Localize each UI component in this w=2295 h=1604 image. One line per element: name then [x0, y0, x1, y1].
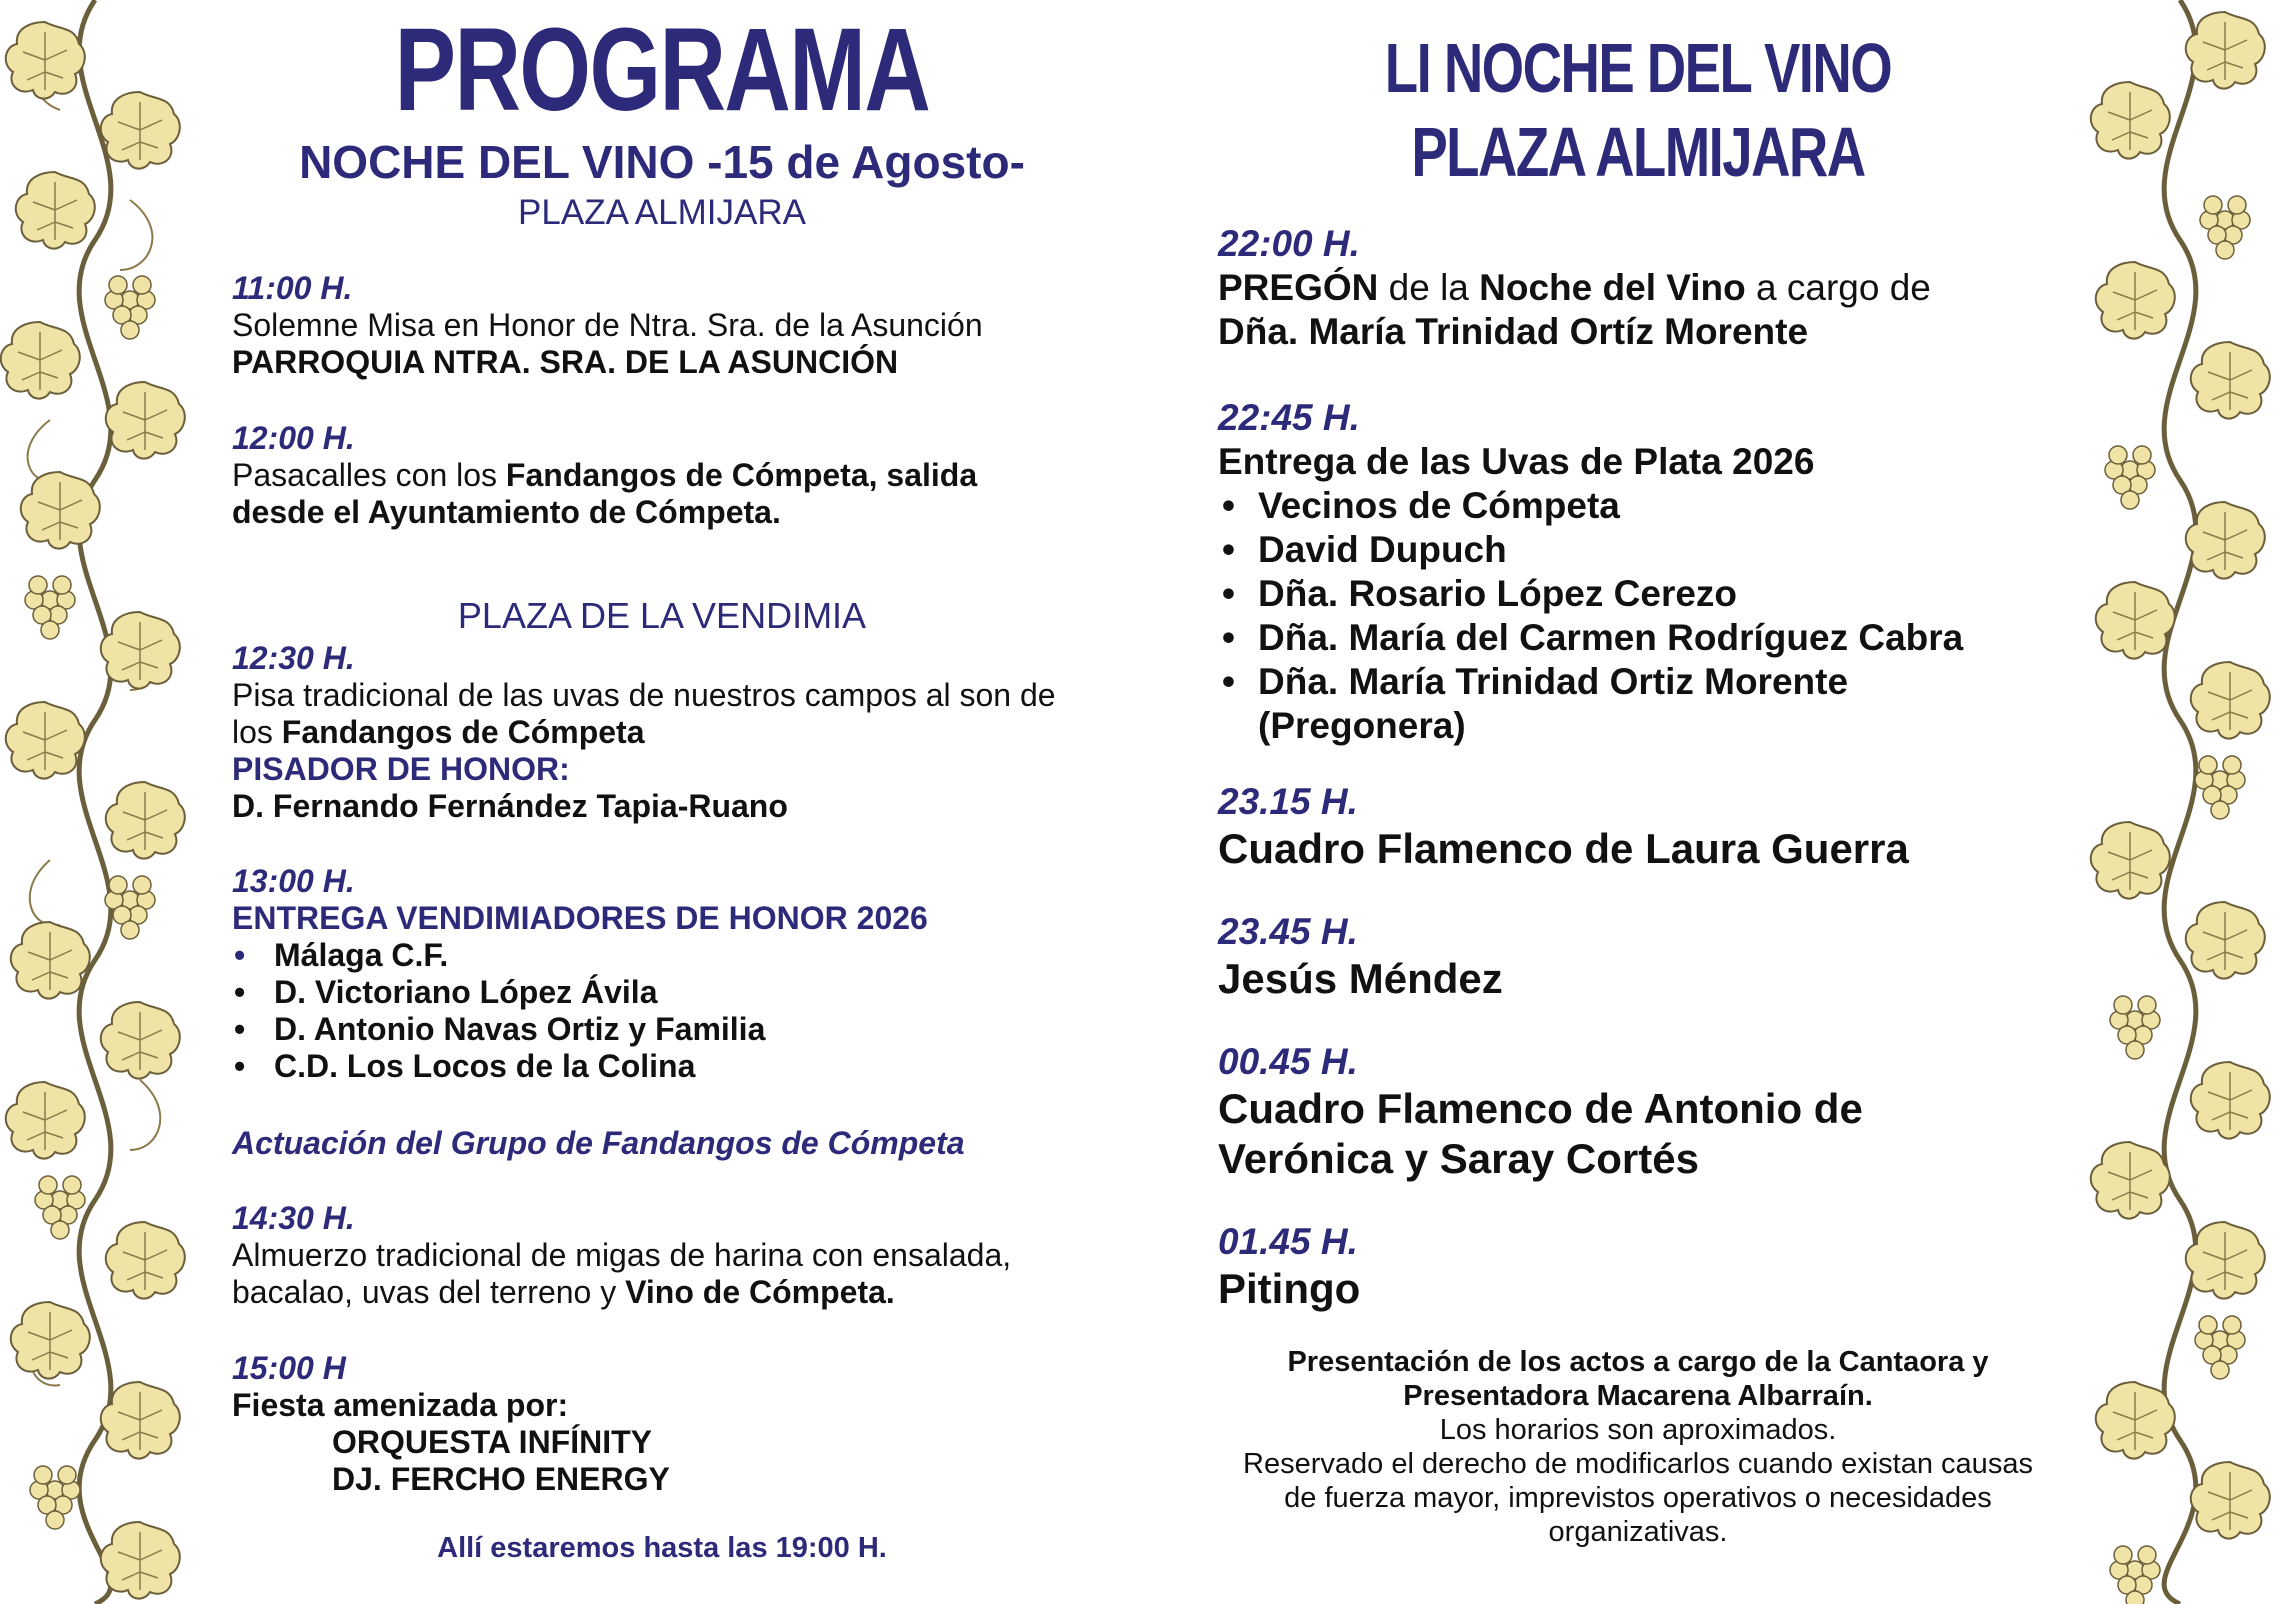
footer-notes — [1218, 1345, 2058, 1549]
event-1100 — [232, 270, 1132, 381]
event-time: 23.45 H. — [1218, 911, 1358, 952]
disclaimer-line: organizativas. — [1548, 1516, 1728, 1548]
honor-label: PISADOR DE HONOR: — [232, 751, 570, 787]
band-name: ORQUESTA INFÍNITY — [332, 1424, 652, 1460]
disclaimer-line: Los horarios son aproximados. — [1439, 1414, 1837, 1446]
disclaimer-line: de fuerza mayor, imprevistos operativos o necesidades — [1284, 1482, 1992, 1514]
event-0045 — [1218, 1040, 2118, 1184]
event-1300 — [232, 863, 1132, 1085]
event-time: 12:00 H. — [232, 420, 355, 456]
event-description: Fiesta amenizada por: — [232, 1387, 569, 1423]
event-1230 — [232, 640, 1132, 825]
event-time: 15:00 H — [232, 1350, 346, 1386]
text-plain: a cargo de — [1745, 267, 1931, 308]
event-time: 12:30 H. — [232, 640, 355, 676]
presenter-note-cont: Presentadora Macarena Albarraín. — [1403, 1380, 1873, 1412]
list-item-note: (Pregonera) — [1258, 705, 1466, 746]
event-1430 — [232, 1200, 1132, 1311]
event-time: 23.15 H. — [1218, 781, 1358, 822]
performer: Cuadro Flamenco de Antonio de — [1218, 1085, 1863, 1132]
performer: Pitingo — [1218, 1265, 1361, 1312]
event-2245 — [1218, 396, 2118, 748]
list-item: • Vecinos de Cómpeta — [1218, 484, 2118, 528]
closing-note: Allí estaremos hasta las 19:00 H. — [437, 1532, 887, 1564]
list-item: • David Dupuch — [1218, 528, 2118, 572]
grapevine-border-left-icon — [0, 0, 190, 1604]
event-subtitle: NOCHE DEL VINO -15 de Agosto- — [299, 136, 1025, 188]
event-description — [1218, 266, 2118, 310]
performer: Cuadro Flamenco de Laura Guerra — [1218, 825, 1909, 872]
honorees-list — [232, 937, 1132, 1085]
event-1500 — [232, 1350, 1132, 1498]
list-item: • D. Victoriano López Ávila — [232, 974, 1132, 1011]
event-description — [232, 457, 1132, 494]
list-item: • Málaga C.F. — [232, 937, 1132, 974]
event-0145 — [1218, 1220, 2118, 1314]
right-venue-title: PLAZA ALMIJARA — [1411, 113, 1865, 191]
event-description-cont: desde el Ayuntamiento de Cómpeta. — [232, 494, 781, 530]
text-bold: Vino de Cómpeta. — [625, 1274, 895, 1310]
event-2200 — [1218, 222, 2118, 354]
event-time: 00.45 H. — [1218, 1041, 1358, 1082]
text-plain: bacalao, uvas del terreno y — [232, 1274, 626, 1310]
list-item: • Dña. María Trinidad Ortiz Morente — [1218, 660, 2118, 704]
honor-label: ENTREGA VENDIMIADORES DE HONOR 2026 — [232, 900, 928, 936]
performance-note: Actuación del Grupo de Fandangos de Cómpeta — [232, 1125, 965, 1161]
text-plain: Pasacalles con los — [232, 457, 506, 493]
list-item: • D. Antonio Navas Ortiz y Familia — [232, 1011, 1132, 1048]
event-time: 14:30 H. — [232, 1200, 355, 1236]
event-1200 — [232, 420, 1132, 531]
event-2315 — [1218, 780, 2118, 874]
event-location: PARROQUIA NTRA. SRA. DE LA ASUNCIÓN — [232, 344, 899, 380]
text-bold: Fandangos de Cómpeta — [281, 714, 645, 750]
awardees-list — [1218, 484, 2118, 704]
text-bold: PREGÓN — [1218, 267, 1379, 308]
text-bold: Noche del Vino — [1479, 267, 1746, 308]
text-bold: Fandangos de Cómpeta, salida — [505, 457, 978, 493]
event-description: Entrega de las Uvas de Plata 2026 — [1218, 441, 1815, 482]
band-name: DJ. FERCHO ENERGY — [332, 1461, 670, 1497]
event-time: 22:00 H. — [1218, 223, 1360, 264]
event-time: 01.45 H. — [1218, 1221, 1358, 1262]
presenter-note: Presentación de los actos a cargo de la Cantaora y — [1287, 1346, 1989, 1378]
event-description: Almuerzo tradicional de migas de harina con ensalada, — [232, 1237, 1012, 1273]
honor-name: D. Fernando Fernández Tapia-Ruano — [232, 788, 788, 824]
event-description-cont — [232, 714, 1132, 751]
list-item: • C.D. Los Locos de la Colina — [232, 1048, 1132, 1085]
text-plain: de la — [1378, 267, 1480, 308]
event-description: Solemne Misa en Honor de Ntra. Sra. de la Asunción — [232, 307, 983, 343]
event-2345 — [1218, 910, 2118, 1004]
event-description: Pisa tradicional de las uvas de nuestros campos al son de — [232, 677, 1056, 713]
disclaimer-line: Reservado el derecho de modificarlos cuando existan causas — [1243, 1448, 2033, 1480]
event-time: 13:00 H. — [232, 863, 355, 899]
event-time: 11:00 H. — [232, 270, 353, 306]
right-title: LI NOCHE DEL VINO — [1384, 29, 1892, 107]
list-item: • Dña. Rosario López Cerezo — [1218, 572, 2118, 616]
section-heading-vendimia: PLAZA DE LA VENDIMIA — [457, 595, 867, 636]
event-description-cont — [232, 1274, 1132, 1311]
page-title: PROGRAMA — [394, 4, 930, 136]
text-plain: los — [232, 714, 282, 750]
performer-cont: Verónica y Saray Cortés — [1218, 1135, 1699, 1182]
event-person: Dña. María Trinidad Ortíz Morente — [1218, 311, 1809, 352]
list-item: • Dña. María del Carmen Rodríguez Cabra — [1218, 616, 2118, 660]
performer: Jesús Méndez — [1218, 955, 1503, 1002]
event-time: 22:45 H. — [1218, 397, 1360, 438]
venue-heading: PLAZA ALMIJARA — [518, 193, 806, 232]
